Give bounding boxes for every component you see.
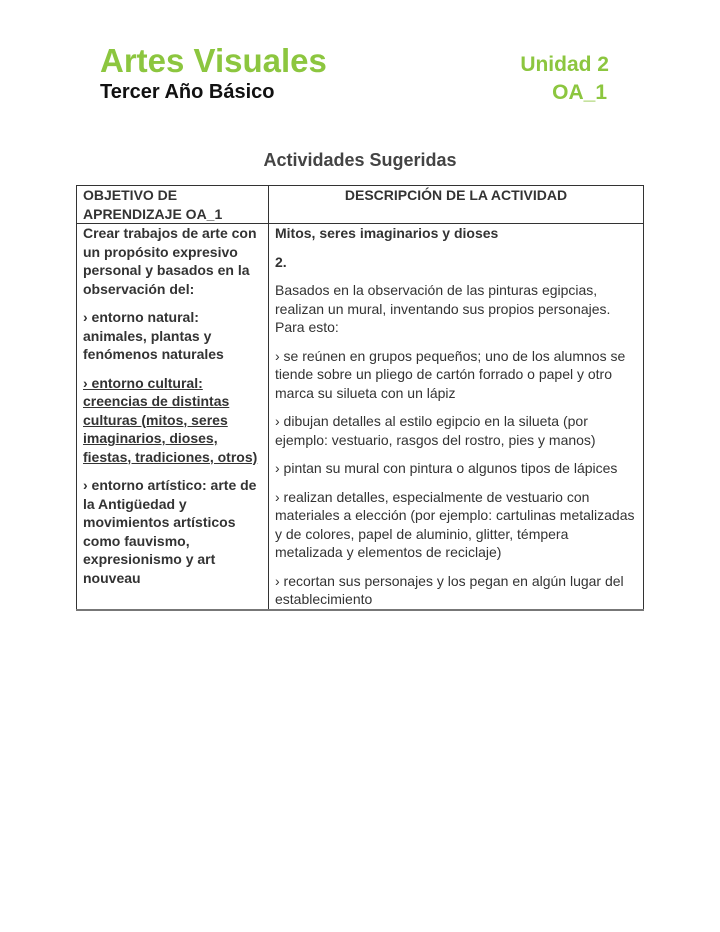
activity-step: › se reúnen en grupos pequeños; uno de los alumnos se tiende sobre un pliego de cartón forrado o papel y otro marca su silueta con un lápiz — [275, 347, 626, 401]
table-row — [77, 224, 644, 610]
table-header-row — [77, 186, 644, 224]
activity-step: › realizan detalles, especialmente de vestuario con materiales a elección (por ejemplo: cartulinas metalizadas y de colores, papel de aluminio, glitter, témpera metalizada y elementos de reciclaje) — [275, 488, 635, 560]
objective-item-cultural: › entorno cultural: creencias de distintas culturas (mitos, seres imaginarios, dioses, fiestas, tradiciones, otros) — [83, 374, 258, 465]
objective-code: OA_1 — [552, 81, 607, 104]
objective-item-natural: › entorno natural: animales, plantas y fenómenos naturales — [83, 309, 224, 362]
activity-cell — [269, 224, 644, 610]
activity-step: › recortan sus personajes y los pegan en algún lugar del establecimiento — [275, 572, 624, 607]
objective-item-artistic: › entorno artístico: arte de la Antigüedad y movimientos artísticos como fauvismo, expresionismo y art nouveau — [83, 477, 257, 586]
activity-step: › pintan su mural con pintura o algunos tipos de lápices — [275, 460, 618, 476]
header-description: DESCRIPCIÓN DE LA ACTIVIDAD — [269, 186, 644, 224]
section-title: Actividades Sugeridas — [263, 150, 457, 170]
objective-cell — [77, 224, 269, 610]
objective-intro: Crear trabajos de arte con un propósito expresivo personal y basados en la observación del: — [83, 225, 257, 297]
activity-title: Mitos, seres imaginarios y dioses — [275, 225, 499, 241]
unit-label: Unidad 2 — [520, 53, 609, 76]
grade-subtitle: Tercer Año Básico — [100, 81, 275, 103]
activity-number: 2. — [275, 253, 287, 270]
header-objective: OBJETIVO DE APRENDIZAJE OA_1 — [77, 186, 269, 224]
activities-table — [76, 185, 644, 611]
subject-title: Artes Visuales — [100, 42, 327, 79]
activity-step: › dibujan detalles al estilo egipcio en la silueta (por ejemplo: vestuario, rasgos del rostro, pies y manos) — [275, 413, 596, 448]
activity-intro: Basados en la observación de las pinturas egipcias, realizan un mural, inventando sus propios personajes. Para esto: — [275, 282, 611, 335]
